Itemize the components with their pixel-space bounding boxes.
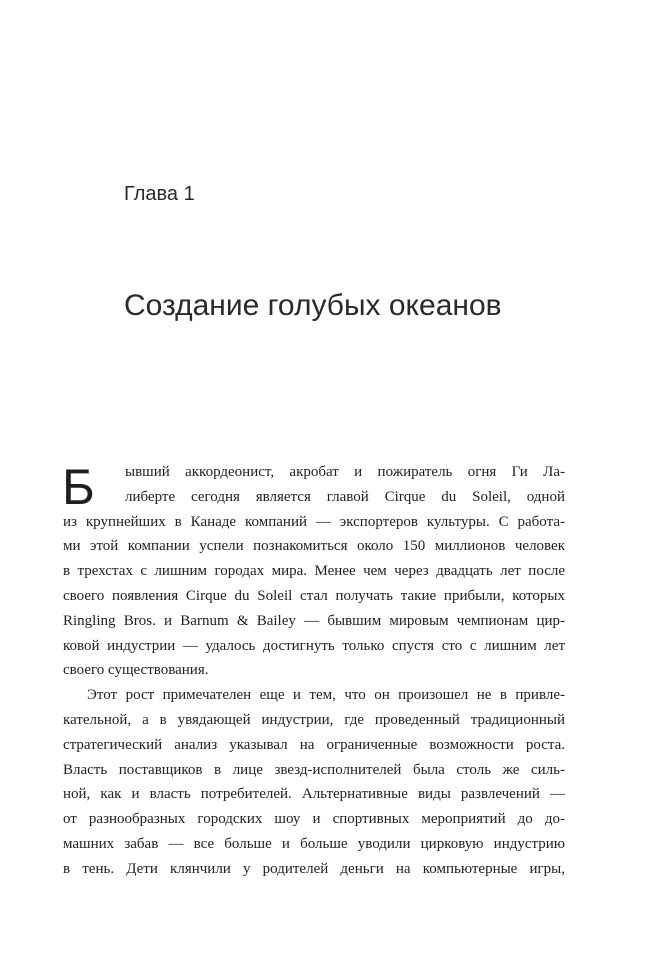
text-line: своего появления Cirque du Soleil стал получать такие прибыли, которых [63, 587, 565, 604]
text-line: Власть поставщиков в лице звезд-исполнителей была столь же силь- [63, 761, 565, 778]
text-line: кательной, а в увядающей индустрии, где проведенный традиционный [63, 711, 565, 728]
text-line: из крупнейших в Канаде компаний — экспортеров культуры. С работа- [63, 513, 565, 530]
chapter-title: Создание голубых океанов [124, 289, 502, 322]
chapter-label: Глава 1 [124, 183, 195, 205]
text-line: ывший аккордеонист, акробат и пожиратель огня Ги Ла- [125, 464, 565, 480]
text-line: в трехстах с лишним городах мира. Менее чем через двадцать лет после [63, 563, 565, 580]
text-line: Ringling Bros. и Barnum & Bailey — бывшим мировым чемпионам цир- [63, 612, 565, 629]
text-line: ковой индустрии — удалось достигнуть только спустя сто с лишним лет [63, 637, 565, 654]
text-line: машних забав — все больше и больше уводили цирковую индустрию [63, 835, 565, 852]
text-line: своего существования. [63, 662, 209, 679]
text-line: от разнообразных городских шоу и спортивных мероприятий до до- [63, 811, 565, 828]
text-line: либерте сегодня является главой Cirque du Soleil, одной [125, 488, 565, 505]
paragraph-1 [63, 460, 565, 683]
text-line: ной, как и власть потребителей. Альтернативные виды развлечений — [63, 786, 565, 803]
text-line: Этот рост примечателен еще и тем, что он произошел не в привле- [87, 687, 565, 704]
body-text [63, 460, 565, 882]
drop-cap: Б [62, 459, 95, 515]
text-line: ми этой компании успели познакомиться около 150 миллионов человек [63, 538, 565, 555]
paragraph-2 [63, 683, 565, 881]
text-line: стратегический анализ указывал на ограниченные возможности роста. [63, 736, 565, 753]
text-line: в тень. Дети клянчили у родителей деньги на компьютерные игры, [63, 860, 565, 877]
